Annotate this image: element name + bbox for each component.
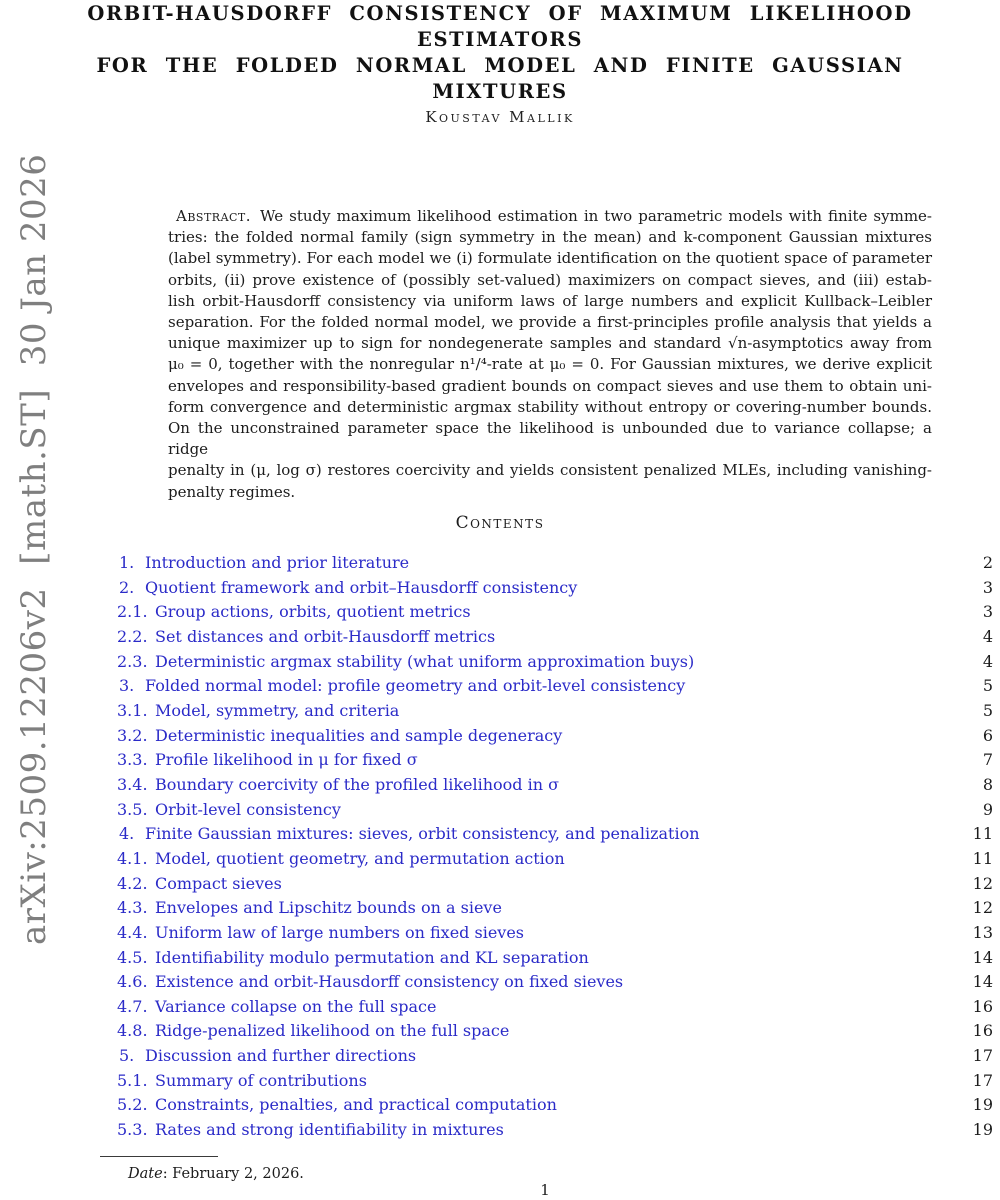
- toc-entry-page: 6: [982, 725, 993, 745]
- toc-entry-4-2[interactable]: [117, 872, 993, 897]
- toc-entry-number: 4.4.: [117, 922, 148, 942]
- toc-entry-4-1[interactable]: [117, 847, 993, 872]
- toc-entry-number: 3.: [119, 676, 135, 696]
- toc-entry-page: 2: [982, 553, 993, 572]
- toc-entry-page: 14: [972, 947, 993, 967]
- toc-entry-number: 4.5.: [117, 947, 148, 967]
- toc-entry-title: Deterministic inequalities and sample degeneracy: [155, 725, 563, 745]
- toc-entry-page: 5: [982, 676, 993, 696]
- toc-entry-title: Profile likelihood in μ for fixed σ: [155, 750, 418, 770]
- toc-entry-page: 9: [982, 799, 993, 819]
- toc-entry-page: 12: [972, 873, 993, 893]
- toc-entry-title: Orbit-level consistency: [155, 799, 341, 819]
- toc-entry-4-5[interactable]: [117, 946, 993, 971]
- toc-entry-number: 4.7.: [117, 996, 148, 1016]
- toc-entry-number: 5.: [119, 1046, 135, 1066]
- toc-entry-number: 4.1.: [117, 848, 148, 868]
- toc-entry-number: 3.2.: [117, 725, 148, 745]
- abstract-line: envelopes and responsibility-based gradient bounds on compact sieves and use them to obtain uni-: [168, 376, 932, 395]
- toc-entry-page: 17: [972, 1046, 993, 1066]
- toc-entry-page: 7: [982, 750, 993, 770]
- toc-entry-number: 3.3.: [117, 750, 148, 770]
- toc-entry-title: Group actions, orbits, quotient metrics: [155, 602, 471, 622]
- toc-entry-number: 4.6.: [117, 972, 148, 992]
- toc-entry-number: 3.4.: [117, 774, 148, 794]
- toc-entry-number: 4.8.: [117, 1021, 148, 1041]
- toc-entry-number: 1.: [119, 553, 135, 572]
- toc-entry-3-3[interactable]: [117, 748, 993, 773]
- toc-entry-2[interactable]: [117, 576, 993, 601]
- toc-entry-number: 4.3.: [117, 898, 148, 918]
- toc-entry-title: Variance collapse on the full space: [155, 996, 437, 1016]
- date-value: : February 2, 2026.: [162, 1166, 304, 1182]
- toc-entry-4-6[interactable]: [117, 970, 993, 995]
- toc-entry-page: 3: [982, 577, 993, 597]
- toc-entry-number: 2.: [119, 577, 135, 597]
- toc-entry-title: Quotient framework and orbit–Hausdorff consistency: [145, 577, 578, 597]
- footnote-rule: [100, 1156, 218, 1157]
- abstract-line: penalty in (μ, log σ) restores coercivity and yields consistent penalized MLEs, including vanishing-: [168, 461, 932, 480]
- toc-entry-number: 3.1.: [117, 700, 148, 720]
- toc-entry-number: 4.2.: [117, 873, 148, 893]
- toc-entry-number: 2.2.: [117, 626, 148, 646]
- author-name: Koustav Mallik: [425, 108, 575, 126]
- toc-entry-title: Model, quotient geometry, and permutation action: [155, 848, 565, 868]
- toc-entry-title: Constraints, penalties, and practical computation: [155, 1095, 557, 1115]
- toc-entry-page: 4: [982, 651, 993, 671]
- toc-entry-number: 5.1.: [117, 1070, 148, 1090]
- toc-entry-page: 19: [972, 1120, 993, 1140]
- abstract-line: form convergence and deterministic argmax stability without entropy or covering-number bounds.: [168, 397, 932, 416]
- paper-title-line-2: ESTIMATORS: [416, 28, 583, 51]
- abstract-text: We study maximum likelihood estimation in two parametric models with finite symme-: [260, 207, 932, 225]
- abstract-line: orbits, (ii) prove existence of (possibly set-valued) maximizers on compact sieves, and (iii) estab-: [168, 270, 932, 289]
- toc-entry-title: Envelopes and Lipschitz bounds on a sieve: [155, 898, 502, 918]
- abstract-label: Abstract.: [176, 207, 252, 225]
- toc-entry-3-2[interactable]: [117, 724, 993, 749]
- toc-entry-page: 14: [972, 972, 993, 992]
- abstract-line: tries: the folded normal family (sign symmetry in the mean) and k-component Gaussian mixtures: [168, 228, 932, 247]
- toc-entry-title: Rates and strong identifiability in mixtures: [155, 1120, 504, 1140]
- abstract-line: separation. For the folded normal model, we provide a first-principles profile analysis that yields a: [168, 313, 932, 332]
- toc-entry-1[interactable]: [117, 551, 993, 576]
- toc-entry-title: Finite Gaussian mixtures: sieves, orbit consistency, and penalization: [145, 824, 700, 844]
- abstract-line: μ₀ = 0, together with the nonregular n¹/⁴-rate at μ₀ = 0. For Gaussian mixtures, we derive explicit: [168, 355, 932, 374]
- toc-entry-title: Introduction and prior literature: [145, 553, 410, 572]
- paper-title-line-3: FOR THE FOLDED NORMAL MODEL AND FINITE GAUSSIAN MIXTURES: [96, 54, 904, 103]
- toc-entry-page: 11: [972, 848, 993, 868]
- contents-heading: Contents: [455, 513, 545, 533]
- toc-entry-5-3[interactable]: [117, 1118, 993, 1143]
- toc-entry-page: 5: [982, 700, 993, 720]
- toc-entry-4[interactable]: [117, 822, 993, 847]
- toc-entry-4-7[interactable]: [117, 995, 993, 1020]
- toc-entry-number: 3.5.: [117, 799, 148, 819]
- abstract-line: penalty regimes.: [168, 482, 296, 501]
- toc-entry-5-1[interactable]: [117, 1069, 993, 1094]
- toc-entry-page: 12: [972, 898, 993, 918]
- paper-title-line-1: ORBIT-HAUSDORFF CONSISTENCY OF MAXIMUM LIKELIHOOD: [87, 2, 913, 25]
- toc-entry-number: 4.: [119, 824, 135, 844]
- toc-entry-page: 13: [972, 922, 993, 942]
- toc-entry-2-2[interactable]: [117, 625, 993, 650]
- toc-entry-5-2[interactable]: [117, 1093, 993, 1118]
- toc-entry-4-3[interactable]: [117, 896, 993, 921]
- toc-entry-page: 16: [972, 996, 993, 1016]
- toc-entry-4-8[interactable]: [117, 1019, 993, 1044]
- toc-entry-number: 5.3.: [117, 1120, 148, 1140]
- toc-entry-title: Boundary coercivity of the profiled likelihood in σ: [155, 774, 560, 794]
- toc-entry-page: 19: [972, 1095, 993, 1115]
- abstract-line: (label symmetry). For each model we (i) formulate identification on the quotient space of parameter: [168, 249, 932, 268]
- toc-entry-5[interactable]: [117, 1044, 993, 1069]
- toc-entry-page: 8: [982, 774, 993, 794]
- toc-entry-3-4[interactable]: [117, 773, 993, 798]
- toc-entry-3-1[interactable]: [117, 699, 993, 724]
- abstract-section: [168, 206, 932, 503]
- abstract-line: lish orbit-Hausdorff consistency via uniform laws of large numbers and explicit Kullback–Leibler: [168, 291, 932, 310]
- toc-entry-title: Discussion and further directions: [145, 1046, 417, 1066]
- toc-entry-title: Compact sieves: [155, 873, 282, 893]
- toc-entry-2-3[interactable]: [117, 650, 993, 675]
- date-line: [128, 1166, 304, 1182]
- toc-entry-3-5[interactable]: [117, 798, 993, 823]
- date-label: Date: [128, 1166, 163, 1182]
- toc-entry-page: 4: [982, 626, 993, 646]
- toc-entry-title: Summary of contributions: [155, 1070, 367, 1090]
- toc-entry-page: 11: [972, 824, 993, 844]
- toc-entry-3[interactable]: [117, 674, 993, 699]
- toc-entry-title: Identifiability modulo permutation and KL separation: [155, 947, 589, 967]
- toc-entry-number: 5.2.: [117, 1095, 148, 1115]
- toc-entry-title: Existence and orbit-Hausdorff consistency on fixed sieves: [155, 972, 624, 992]
- toc-entry-page: 16: [972, 1021, 993, 1041]
- toc-entry-title: Ridge-penalized likelihood on the full space: [155, 1021, 510, 1041]
- page-number: 1: [540, 1181, 550, 1199]
- abstract-line: unique maximizer up to sign for nondegenerate samples and standard √n-asymptotics away from: [168, 334, 932, 353]
- table-of-contents: [117, 551, 993, 1143]
- toc-entry-number: 2.3.: [117, 651, 148, 671]
- toc-entry-2-1[interactable]: [117, 600, 993, 625]
- abstract-line: On the unconstrained parameter space the likelihood is unbounded due to variance collapse; a ridge: [168, 419, 932, 459]
- toc-entry-title: Folded normal model: profile geometry and orbit-level consistency: [145, 676, 686, 696]
- toc-entry-title: Deterministic argmax stability (what uniform approximation buys): [155, 651, 695, 671]
- toc-entry-page: 3: [982, 602, 993, 622]
- toc-entry-page: 17: [972, 1070, 993, 1090]
- arxiv-watermark: arXiv:2509.12206v2 [math.ST] 30 Jan 2026: [14, 153, 54, 945]
- toc-entry-number: 2.1.: [117, 602, 148, 622]
- toc-entry-title: Uniform law of large numbers on fixed sieves: [155, 922, 525, 942]
- toc-entry-title: Set distances and orbit-Hausdorff metrics: [155, 626, 496, 646]
- paper-title: [55, 1, 945, 105]
- toc-entry-title: Model, symmetry, and criteria: [155, 700, 400, 720]
- toc-entry-4-4[interactable]: [117, 921, 993, 946]
- abstract-line: [168, 206, 932, 227]
